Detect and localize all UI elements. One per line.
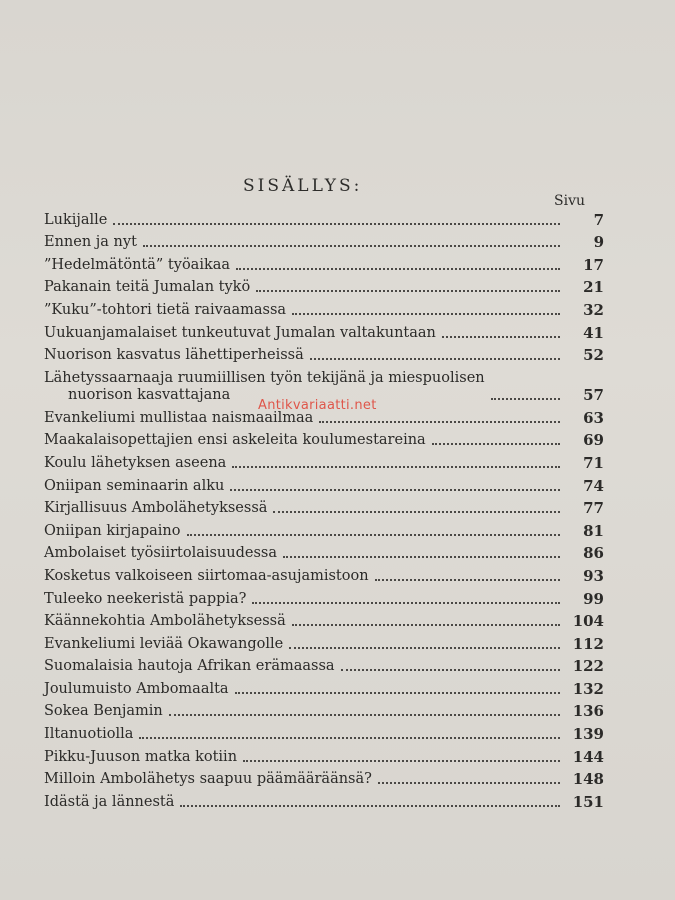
toc-entry — [44, 517, 604, 540]
dot-leader — [252, 602, 560, 604]
dot-leader — [235, 692, 560, 694]
toc-entry — [44, 720, 604, 743]
toc-entry — [44, 251, 604, 274]
watermark-text: Antikvariaatti.net — [258, 398, 377, 413]
dot-leader — [169, 714, 560, 716]
dot-leader — [232, 466, 560, 468]
toc-entry-title: ”Hedelmätöntä” työaikaa — [44, 256, 231, 273]
toc-entry — [44, 608, 604, 631]
dot-leader — [292, 313, 560, 315]
toc-entry-page: 74 — [583, 476, 604, 495]
dot-leader — [273, 511, 560, 513]
toc-entry-title: Joulumuisto Ambomaalta — [44, 680, 229, 697]
dot-leader — [187, 534, 560, 536]
dot-leader — [180, 805, 560, 807]
dot-leader — [292, 624, 560, 626]
toc-entry-title: Lähetyssaarnaaja ruumiillisen työn tekijänä ja miespuolisen — [44, 370, 485, 387]
dot-leader — [230, 489, 560, 491]
toc-entry — [44, 319, 604, 342]
toc-entry — [44, 342, 604, 365]
toc-entry-page: 9 — [593, 233, 604, 252]
toc-entry — [44, 653, 604, 676]
toc-entry-title: Pakanain teitä Jumalan tykö — [44, 279, 251, 296]
toc-entry — [44, 472, 604, 495]
table-of-contents — [44, 206, 604, 811]
toc-entry-title: Ennen ja nyt — [44, 234, 137, 251]
toc-entry-page: 86 — [583, 544, 604, 563]
toc-entry-title: Oniipan seminaarin alku — [44, 477, 225, 494]
toc-entry-title: Oniipan kirjapaino — [44, 522, 181, 539]
toc-entry-title: Käännekohtia Ambolähetyksessä — [44, 613, 286, 630]
toc-entry — [44, 766, 604, 789]
toc-entry-title: Tuleeko neekeristä pappia? — [44, 590, 247, 607]
toc-entry-page: 93 — [583, 566, 604, 585]
toc-entry-title: Kosketus valkoiseen siirtomaa-asujamistoon — [44, 567, 369, 584]
toc-entry-title: Maakalaisopettajien ensi askeleita koulumestareina — [44, 432, 426, 449]
toc-entry-page: 132 — [572, 679, 604, 698]
dot-leader — [243, 760, 560, 762]
dot-leader — [139, 737, 560, 739]
toc-entry-page: 99 — [583, 589, 604, 608]
toc-entry-title-continued: nuorison kasvattajana — [68, 387, 231, 404]
dot-leader — [236, 268, 560, 270]
toc-entry-page: 21 — [583, 278, 604, 297]
dot-leader — [319, 421, 560, 423]
toc-entry-title: Nuorison kasvatus lähettiperheissä — [44, 347, 304, 364]
toc-entry — [44, 229, 604, 252]
toc-entry — [44, 585, 604, 608]
toc-entry-page: 144 — [572, 747, 604, 766]
dot-leader — [310, 358, 560, 360]
toc-entry-page: 63 — [583, 408, 604, 427]
toc-entry-title: Koulu lähetyksen aseena — [44, 454, 227, 471]
toc-entry-page: 7 — [593, 210, 604, 229]
toc-entry-page: 148 — [572, 770, 604, 789]
dot-leader — [491, 398, 560, 400]
toc-entry — [44, 675, 604, 698]
dot-leader — [432, 443, 560, 445]
toc-entry — [44, 788, 604, 811]
toc-entry-page: 57 — [583, 386, 604, 405]
toc-entry-page: 52 — [583, 346, 604, 365]
toc-entry-page: 77 — [583, 499, 604, 518]
toc-entry-title: Kirjallisuus Ambolähetyksessä — [44, 500, 268, 517]
toc-entry-title: Milloin Ambolähetys saapuu päämääräänsä? — [44, 771, 372, 788]
toc-entry — [44, 296, 604, 319]
toc-entry-title: Suomalaisia hautoja Afrikan erämaassa — [44, 658, 335, 675]
toc-entry — [44, 562, 604, 585]
toc-entry-page: 81 — [583, 521, 604, 540]
toc-entry — [44, 495, 604, 518]
toc-entry-title: Evankeliumi leviää Okawangolle — [44, 635, 284, 652]
toc-entry-title: Ambolaiset työsiirtolaisuudessa — [44, 545, 277, 562]
page-title: SISÄLLYS: — [243, 176, 363, 196]
toc-entry-title: Iltanuotiolla — [44, 726, 134, 743]
toc-entry — [44, 698, 604, 721]
toc-entry-page: 71 — [583, 453, 604, 472]
toc-entry-page: 136 — [572, 702, 604, 721]
toc-entry — [44, 427, 604, 450]
toc-entry — [44, 630, 604, 653]
toc-entry-title: Idästä ja lännestä — [44, 793, 175, 810]
dot-leader — [442, 336, 560, 338]
toc-entry-page: 139 — [572, 725, 604, 744]
toc-entry — [44, 743, 604, 766]
toc-entry — [44, 206, 604, 229]
dot-leader — [283, 556, 560, 558]
dot-leader — [341, 669, 560, 671]
toc-entry-page: 41 — [583, 323, 604, 342]
toc-entry-title: ”Kuku”-tohtori tietä raivaamassa — [44, 301, 287, 318]
dot-leader — [113, 223, 560, 225]
toc-entry-title: Sokea Benjamin — [44, 703, 163, 720]
toc-entry-page: 122 — [572, 657, 604, 676]
toc-entry-page: 151 — [572, 792, 604, 811]
dot-leader — [143, 245, 560, 247]
toc-entry-page: 69 — [583, 431, 604, 450]
page-column-label: Sivu — [554, 193, 585, 209]
dot-leader — [289, 647, 560, 649]
toc-entry — [44, 274, 604, 297]
toc-entry-page: 17 — [583, 255, 604, 274]
toc-entry-page: 104 — [572, 612, 604, 631]
dot-leader — [256, 290, 560, 292]
toc-entry — [44, 540, 604, 563]
toc-entry-page: 112 — [572, 634, 604, 653]
toc-entry — [44, 449, 604, 472]
toc-entry-page: 32 — [583, 300, 604, 319]
toc-entry-title: Evankeliumi mullistaa naismaailmaa — [44, 409, 314, 426]
toc-entry-title: Uukuanjamalaiset tunkeutuvat Jumalan valtakuntaan — [44, 324, 436, 341]
toc-entry-title: Pikku-Juuson matka kotiin — [44, 748, 238, 765]
dot-leader — [375, 579, 560, 581]
dot-leader — [378, 782, 560, 784]
toc-entry-title: Lukijalle — [44, 211, 108, 228]
